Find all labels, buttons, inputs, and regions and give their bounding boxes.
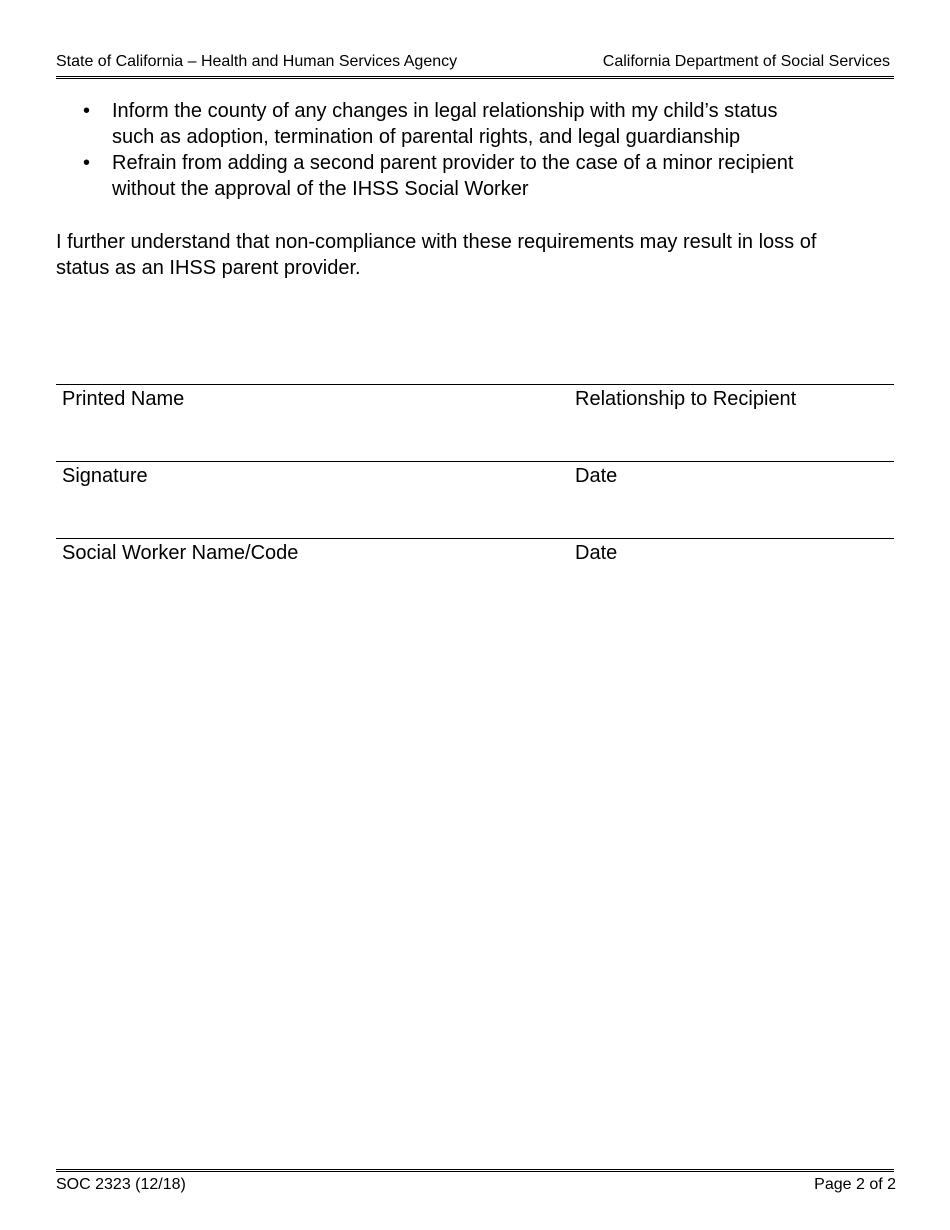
page-number: Page 2 of 2: [814, 1176, 896, 1193]
agency-name: State of California – Health and Human Services Agency: [56, 53, 458, 70]
printed-name-label: Printed Name: [62, 388, 185, 410]
signature-row[interactable]: [56, 461, 894, 502]
form-id: SOC 2323 (12/18): [56, 1176, 186, 1193]
page-header: [56, 52, 894, 72]
footer-double-rule: [56, 1169, 894, 1172]
signature-date-label: Date: [575, 465, 618, 487]
bullet-icon: •: [83, 100, 91, 122]
relationship-label: Relationship to Recipient: [575, 388, 797, 410]
paragraph-line-2: status as an IHSS parent provider.: [56, 257, 361, 279]
list-item: [56, 98, 896, 150]
acknowledgement-paragraph: [56, 229, 906, 281]
header-double-rule: [56, 76, 894, 79]
list-item-text-line-2: without the approval of the IHSS Social Worker: [112, 178, 529, 200]
list-item-text-line-2: such as adoption, termination of parental rights, and legal guardianship: [112, 126, 741, 148]
social-worker-date-label: Date: [575, 542, 618, 564]
social-worker-row[interactable]: [56, 538, 894, 579]
bullet-icon: •: [83, 152, 91, 174]
list-item-text-line-1: Inform the county of any changes in legal relationship with my child’s status: [112, 100, 778, 122]
printed-name-row[interactable]: [56, 384, 894, 425]
requirements-list: [56, 98, 896, 202]
social-worker-label: Social Worker Name/Code: [62, 542, 299, 564]
list-item: [56, 150, 896, 202]
list-item-text-line-1: Refrain from adding a second parent provider to the case of a minor recipient: [112, 152, 794, 174]
signature-label: Signature: [62, 465, 148, 487]
department-name: California Department of Social Services: [602, 53, 890, 70]
page-footer: [56, 1175, 896, 1195]
paragraph-line-1: I further understand that non-compliance with these requirements may result in loss of: [56, 231, 817, 253]
